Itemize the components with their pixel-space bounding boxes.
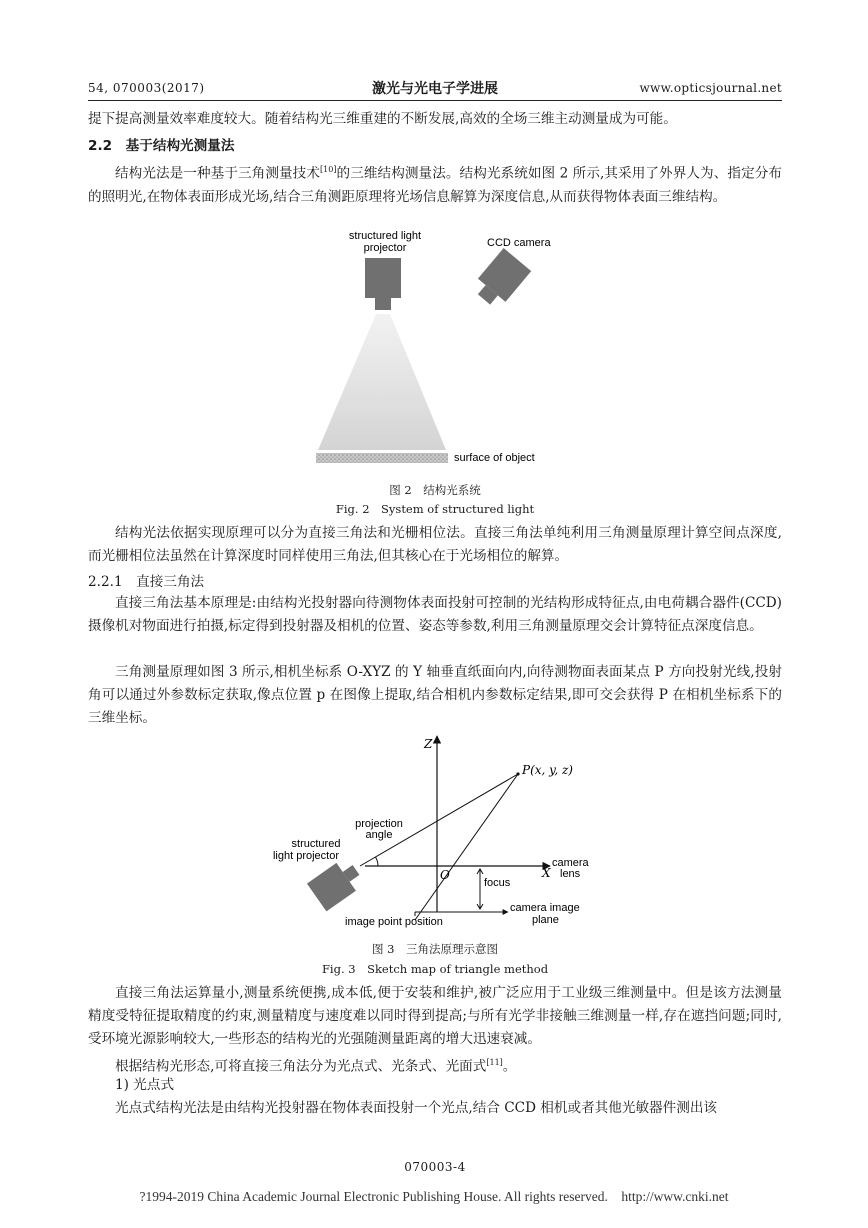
running-header bbox=[88, 78, 782, 101]
point-p-label: P(x, y, z) bbox=[522, 763, 573, 777]
figure-2-caption-cn: 图 2 结构光系统 bbox=[389, 483, 481, 497]
paragraph-direct-triangle-principle: 直接三角法基本原理是:由结构光投射器向待测物体表面投射可控制的光结构形成特征点,由电荷耦合器件(CCD)摄像机对物面进行拍摄,标定得到投射器及相机的位置、姿态等参数,利用三角测量原理交会计算特征点深度信息。 bbox=[88, 595, 782, 634]
light-beam bbox=[318, 314, 446, 450]
projector-lens bbox=[375, 298, 391, 310]
figure-2-caption-en: Fig. 2 System of structured light bbox=[335, 502, 535, 516]
ccd-camera-icon bbox=[470, 248, 531, 311]
projection-angle-label-line2: angle bbox=[365, 829, 393, 841]
figure-3-caption-cn: 图 3 三角法原理示意图 bbox=[372, 942, 498, 956]
paragraph-triangle-measurement: 三角测量原理如图 3 所示,相机坐标系 O-XYZ 的 Y 轴垂直纸面向内,向待测物面表面某点 P 方向投射光线,投射角可以通过外参数标定获取,像点位置 p 在图像上提取,结合相机内参数标定结果,即可交会获得 P 在相机坐标系下的三维坐标。 bbox=[88, 664, 782, 726]
header-citation: 54, 070003(2017) bbox=[88, 81, 205, 95]
point-p bbox=[516, 772, 519, 775]
image-plane-label-line1: camera image bbox=[510, 902, 580, 914]
projector-body bbox=[365, 258, 401, 298]
figure-3 bbox=[250, 730, 785, 930]
projector-label-line1: structured bbox=[291, 838, 341, 850]
image-plane-label-line2: plane bbox=[532, 914, 559, 926]
x-axis-label: X bbox=[542, 866, 551, 880]
text-part: 。 bbox=[502, 1058, 517, 1075]
lens-label-line2: lens bbox=[560, 868, 581, 880]
text-part: 结构光法是一种基于三角测量技术 bbox=[115, 165, 321, 182]
projection-angle-label-line1: projection bbox=[355, 818, 403, 830]
section-heading-2-2-1: 2.2.1 直接三角法 bbox=[88, 574, 205, 590]
text-part: 的三维结构测量法。结构光系统如图 2 所示,其采用了外界人为、指定分布的照明光,在物体表面形成光场,结合三角测距原理将光场信息解算为深度信息,从而获得物体表面三维结构。 bbox=[88, 165, 782, 205]
reflected-ray bbox=[415, 774, 518, 920]
camera-label: CCD camera bbox=[487, 237, 551, 249]
figure-3-caption-en: Fig. 3 Sketch map of triangle method bbox=[321, 962, 549, 976]
projector-label-line1: structured light bbox=[348, 230, 422, 242]
list-item-1: 1) 光点式 bbox=[115, 1077, 175, 1093]
surface-label: surface of object bbox=[454, 452, 535, 464]
object-surface bbox=[316, 453, 448, 463]
figure-3-drawing bbox=[250, 730, 785, 930]
projector-label-line2: projector bbox=[363, 242, 407, 254]
section-heading-2-2: 2.2 基于结构光测量法 bbox=[88, 138, 235, 154]
citation-ref[interactable]: [11] bbox=[486, 1058, 503, 1067]
paragraph-methods-overview: 结构光法依据实现原理可以分为直接三角法和光栅相位法。直接三角法单纯利用三角测量原理计算空间点深度,而光栅相位法虽然在计算深度时同样使用三角法,但其核心在于光场相位的解算。 bbox=[88, 525, 782, 564]
paragraph-continued: 提下提高测量效率难度较大。随着结构光三维重建的不断发展,高效的全场三维主动测量成为可能。 bbox=[88, 111, 677, 127]
projection-angle-arc bbox=[376, 857, 379, 866]
paragraph-point-method: 光点式结构光法是由结构光投射器在物体表面投射一个光点,结合 CCD 相机或者其他光敏器件测出该 bbox=[115, 1100, 718, 1116]
image-point-label: image point position bbox=[345, 916, 443, 928]
origin-label: O bbox=[440, 868, 450, 882]
citation-ref[interactable]: [10] bbox=[320, 165, 337, 174]
figure-2-drawing bbox=[250, 226, 785, 471]
focus-label: focus bbox=[484, 877, 511, 889]
projector-icon bbox=[307, 856, 366, 911]
page-number: 070003-4 bbox=[404, 1160, 466, 1174]
paragraph-direct-triangle-pros-cons: 直接三角法运算量小,测量系统便携,成本低,便于安装和维护,被广泛应用于工业级三维测量中。但是该方法测量精度受特征提取精度的约束,测量精度与速度难以同时得到提高;与所有光学非接触三维测量一样,存在遮挡问题;同时,受环境光源影响较大,一些形态的结构光的光强随测量距离的增大迅速衰减。 bbox=[88, 985, 782, 1047]
text-part: 根据结构光形态,可将直接三角法分为光点式、光条式、光面式 bbox=[115, 1058, 487, 1075]
journal-url[interactable]: www.opticsjournal.net bbox=[639, 81, 782, 95]
z-axis-label: Z bbox=[424, 737, 433, 751]
copyright-footer: ?1994-2019 China Academic Journal Electronic Publishing House. All rights reserved. http://www.cnki.net bbox=[139, 1189, 729, 1204]
lens-label-line1: camera bbox=[552, 857, 589, 869]
figure-2 bbox=[250, 226, 785, 471]
journal-title: 激光与光电子学进展 bbox=[372, 81, 498, 97]
projector-label-line2: light projector bbox=[272, 850, 340, 862]
paragraph-structured-light-intro bbox=[88, 158, 782, 209]
